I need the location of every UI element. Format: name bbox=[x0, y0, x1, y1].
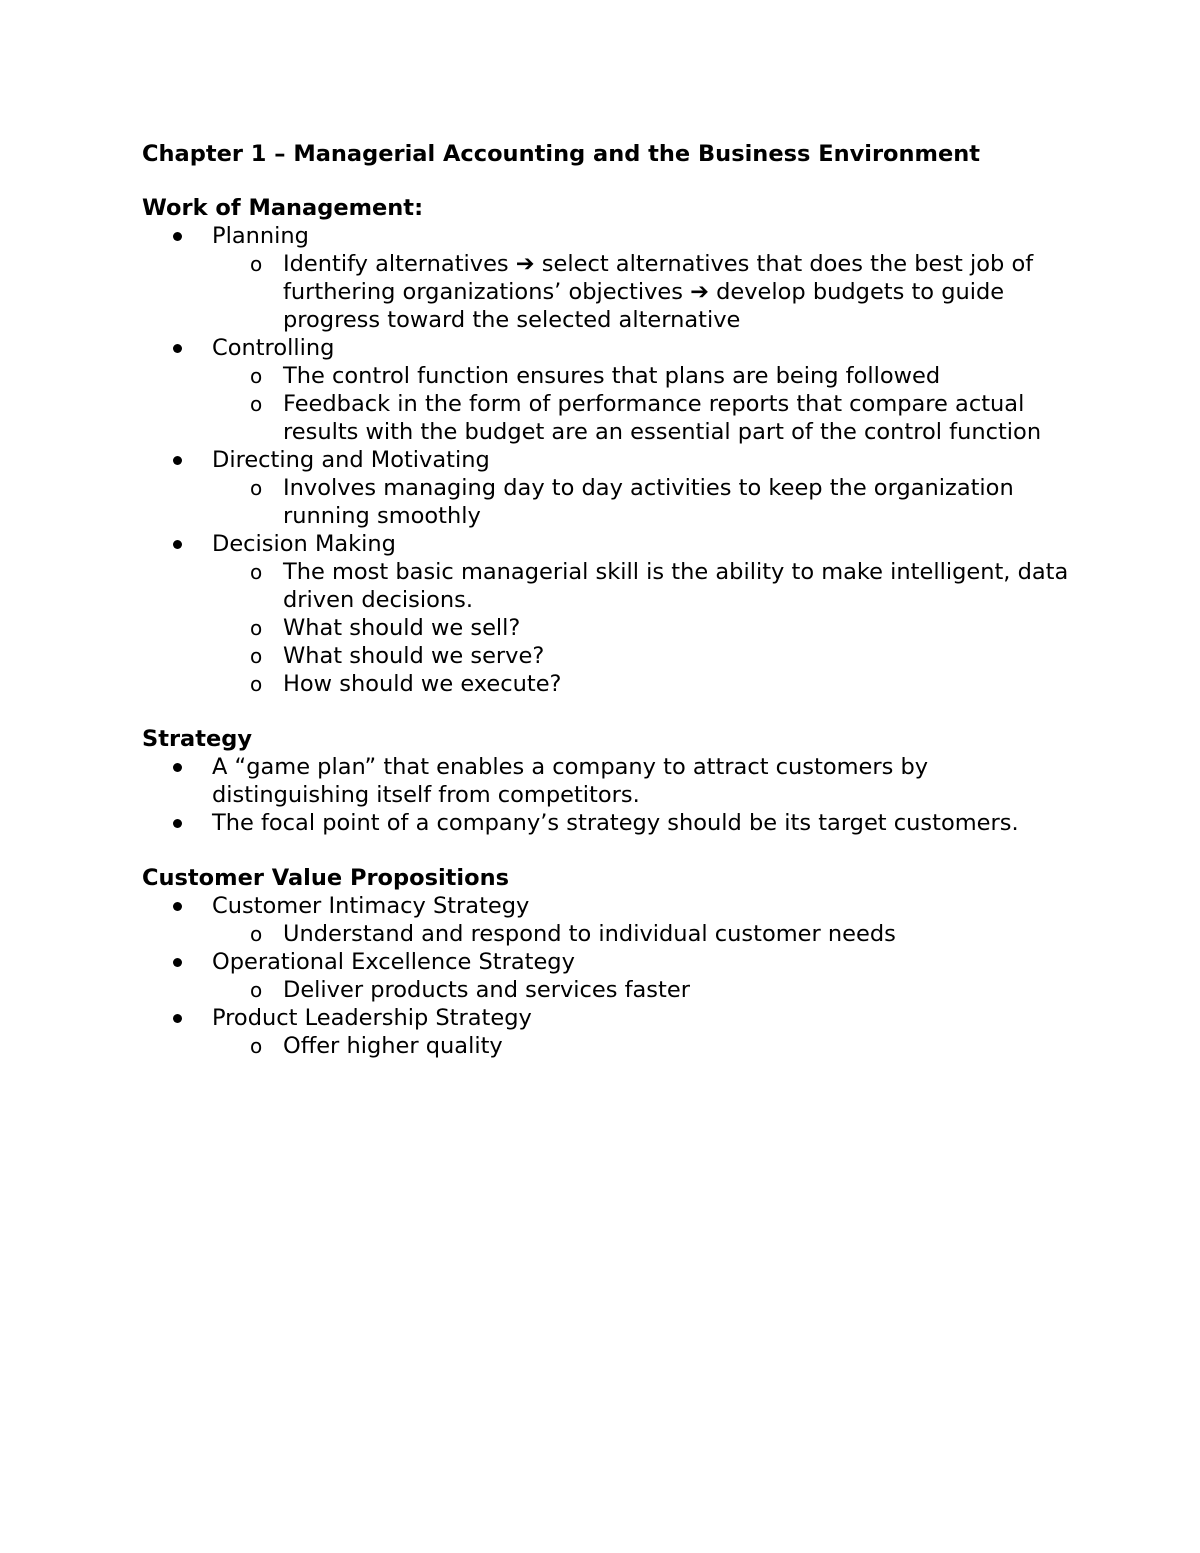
list-item bbox=[142, 809, 1092, 837]
list-item-text: Operational Excellence Strategy bbox=[212, 949, 575, 975]
sub-list-item bbox=[213, 362, 1092, 390]
circle-bullet-icon: o bbox=[250, 1034, 263, 1058]
circle-bullet-icon: o bbox=[250, 616, 263, 640]
list-item bbox=[142, 530, 1092, 698]
bullet-list bbox=[142, 753, 1092, 837]
circle-bullet-icon: o bbox=[250, 476, 263, 500]
list-item bbox=[142, 892, 1092, 948]
sub-list bbox=[250, 474, 1092, 530]
sub-list-item-text: What should we sell? bbox=[283, 615, 521, 641]
bullet-icon bbox=[173, 540, 182, 549]
list-item bbox=[142, 334, 1092, 446]
circle-bullet-icon: o bbox=[250, 560, 263, 584]
list-item bbox=[142, 446, 1092, 530]
sub-list-item bbox=[213, 558, 1092, 614]
section-heading: Customer Value Propositions bbox=[142, 865, 510, 891]
sub-list-item bbox=[213, 670, 1092, 698]
sub-list-item-text: Deliver products and services faster bbox=[283, 977, 690, 1003]
list-item bbox=[142, 753, 1092, 809]
list-item-text: Directing and Motivating bbox=[212, 447, 490, 473]
list-item-text: A “game plan” that enables a company to attract customers by distinguishing itself from competitors. bbox=[212, 754, 929, 808]
section-strategy bbox=[142, 725, 1092, 837]
bullet-icon bbox=[173, 344, 182, 353]
sub-list-item-text: The control function ensures that plans are being followed bbox=[283, 363, 941, 389]
sub-list-item-text: How should we execute? bbox=[283, 671, 562, 697]
sub-list-item bbox=[213, 250, 1092, 334]
list-item-text: The focal point of a company’s strategy should be its target customers. bbox=[212, 810, 1019, 836]
bullet-icon bbox=[173, 763, 182, 772]
bullet-icon bbox=[173, 232, 182, 241]
document-title: Chapter 1 – Managerial Accounting and the Business Environment bbox=[142, 141, 981, 167]
sub-list bbox=[250, 250, 1092, 334]
list-item-text: Customer Intimacy Strategy bbox=[212, 893, 530, 919]
sub-list-item bbox=[213, 474, 1092, 530]
sub-list bbox=[250, 1032, 1092, 1060]
circle-bullet-icon: o bbox=[250, 672, 263, 696]
sub-list bbox=[250, 920, 1092, 948]
list-item-text: Decision Making bbox=[212, 531, 396, 557]
bullet-icon bbox=[173, 1014, 182, 1023]
sub-list bbox=[250, 362, 1092, 446]
list-item bbox=[142, 948, 1092, 1004]
circle-bullet-icon: o bbox=[250, 644, 263, 668]
sub-list-item bbox=[213, 1032, 1092, 1060]
document-page bbox=[142, 140, 1092, 1087]
bullet-list bbox=[142, 892, 1092, 1060]
sub-list-item bbox=[213, 642, 1092, 670]
section-heading: Strategy bbox=[142, 726, 253, 752]
bullet-icon bbox=[173, 456, 182, 465]
circle-bullet-icon: o bbox=[250, 922, 263, 946]
list-item-text: Planning bbox=[212, 223, 309, 249]
sub-list-item bbox=[213, 920, 1092, 948]
sub-list-item-text: Offer higher quality bbox=[283, 1033, 503, 1059]
section-customer-value-propositions bbox=[142, 864, 1092, 1060]
sub-list-item-text: Feedback in the form of performance reports that compare actual results with the budget are an essential part of the control function bbox=[283, 391, 1042, 445]
sub-list bbox=[250, 558, 1092, 698]
sub-list-item-text: What should we serve? bbox=[283, 643, 545, 669]
list-item bbox=[142, 1004, 1092, 1060]
bullet-icon bbox=[173, 819, 182, 828]
sub-list-item-text: Understand and respond to individual customer needs bbox=[283, 921, 896, 947]
sub-list-item-text: Involves managing day to day activities to keep the organization running smoothly bbox=[283, 475, 1014, 529]
bullet-icon bbox=[173, 902, 182, 911]
circle-bullet-icon: o bbox=[250, 392, 263, 416]
sub-list bbox=[250, 976, 1092, 1004]
sub-list-item-text: The most basic managerial skill is the ability to make intelligent, data driven decisions. bbox=[283, 559, 1069, 613]
list-item-text: Product Leadership Strategy bbox=[212, 1005, 532, 1031]
circle-bullet-icon: o bbox=[250, 364, 263, 388]
sub-list-item bbox=[213, 614, 1092, 642]
bullet-list bbox=[142, 222, 1092, 698]
sub-list-item-text: Identify alternatives ➔ select alternatives that does the best job of furthering organizations’ objectives ➔ develop budgets to guide progress toward the selected alternative bbox=[283, 251, 1034, 333]
list-item-text: Controlling bbox=[212, 335, 335, 361]
list-item bbox=[142, 222, 1092, 334]
circle-bullet-icon: o bbox=[250, 252, 263, 276]
section-work-of-management bbox=[142, 194, 1092, 698]
bullet-icon bbox=[173, 958, 182, 967]
sub-list-item bbox=[213, 390, 1092, 446]
sub-list-item bbox=[213, 976, 1092, 1004]
circle-bullet-icon: o bbox=[250, 978, 263, 1002]
section-heading: Work of Management: bbox=[142, 195, 424, 221]
